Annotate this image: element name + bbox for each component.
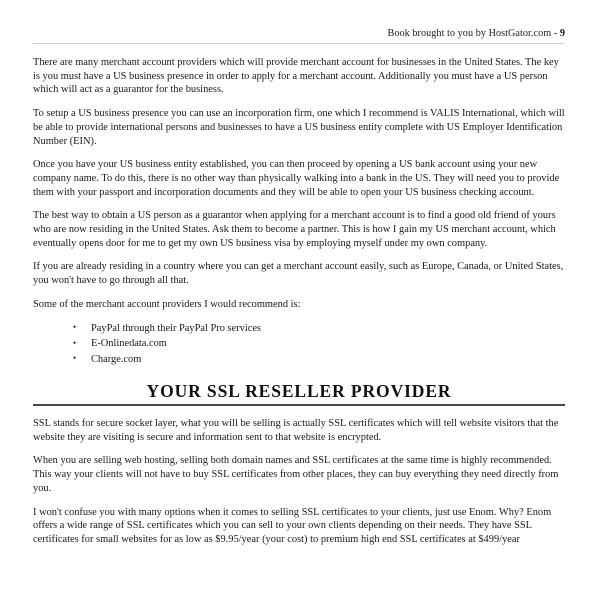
list-item: • E-Onlinedata.com bbox=[73, 336, 565, 352]
body-paragraph: The best way to obtain a US person as a guarantor when applying for a merchant account is to find a good old friend of yours who are now residing in the United States. Ask them to become a partner. This is how I gain my US merchant account, which eventually opens door for me to get my own US business visa by employing myself under my own company. bbox=[33, 210, 556, 249]
body-paragraph: SSL stands for secure socket layer, what you will be selling is actually SSL certificates which will tell website visitors that the website they are visiting is secure and information sent to that website is encrypted. bbox=[33, 418, 559, 443]
provider-list bbox=[33, 321, 565, 368]
section-heading: YOUR SSL RESELLER PROVIDER bbox=[146, 381, 452, 402]
header-label: Book brought to you by HostGator.com - bbox=[387, 28, 558, 39]
body-paragraph: To setup a US business presence you can use an incorporation firm, one which I recommend is VALIS International, which will be able to provide international persons and businesses to have a US business entity complete with US Employer Identification Number (EIN). bbox=[33, 108, 565, 147]
list-item: • Charge.com bbox=[73, 352, 565, 368]
body-paragraph: There are many merchant account providers which will provide merchant account for businesses in the United States. The key is you must have a US business presence in order to apply for a merchant account. Additionally you must have a US person which will act as a guarantor for the business. bbox=[33, 57, 559, 96]
page-body bbox=[33, 56, 565, 557]
page-number: 9 bbox=[559, 28, 565, 39]
list-item: • PayPal through their PayPal Pro services bbox=[73, 321, 565, 337]
body-paragraph: If you are already residing in a country where you can get a merchant account easily, such as Europe, Canada, or United States, you won't have to go through all that. bbox=[33, 261, 564, 287]
section-divider bbox=[33, 404, 565, 406]
body-paragraph: Once you have your US business entity established, you can then proceed by opening a US bank account using your new company name. To do this, there is no other way than physically walking into a bank in the US. They will need you to provide them with your passport and incorporation documents and they will be able to open your US business checking account. bbox=[33, 159, 560, 198]
body-paragraph: Some of the merchant account providers I would recommend is: bbox=[33, 298, 301, 310]
body-paragraph: I won't confuse you with many options when it comes to selling SSL certificates to your clients, just use Enom. Why? Enom offers a wide range of SSL certificates which you can sell to your own clients depending on their needs. They have SSL certificates for small websites for as low as $9.95/year (your cost) to premium high end SSL certificates at $499/year bbox=[33, 506, 552, 545]
body-paragraph: When you are selling web hosting, selling both domain names and SSL certificates at the same time is highly recommended. This way your clients will not have to buy SSL certificates from other places, they can buy everything they need directly from you. bbox=[33, 455, 559, 494]
header-divider bbox=[33, 43, 565, 44]
header-text bbox=[33, 28, 565, 40]
page-header bbox=[33, 28, 565, 44]
